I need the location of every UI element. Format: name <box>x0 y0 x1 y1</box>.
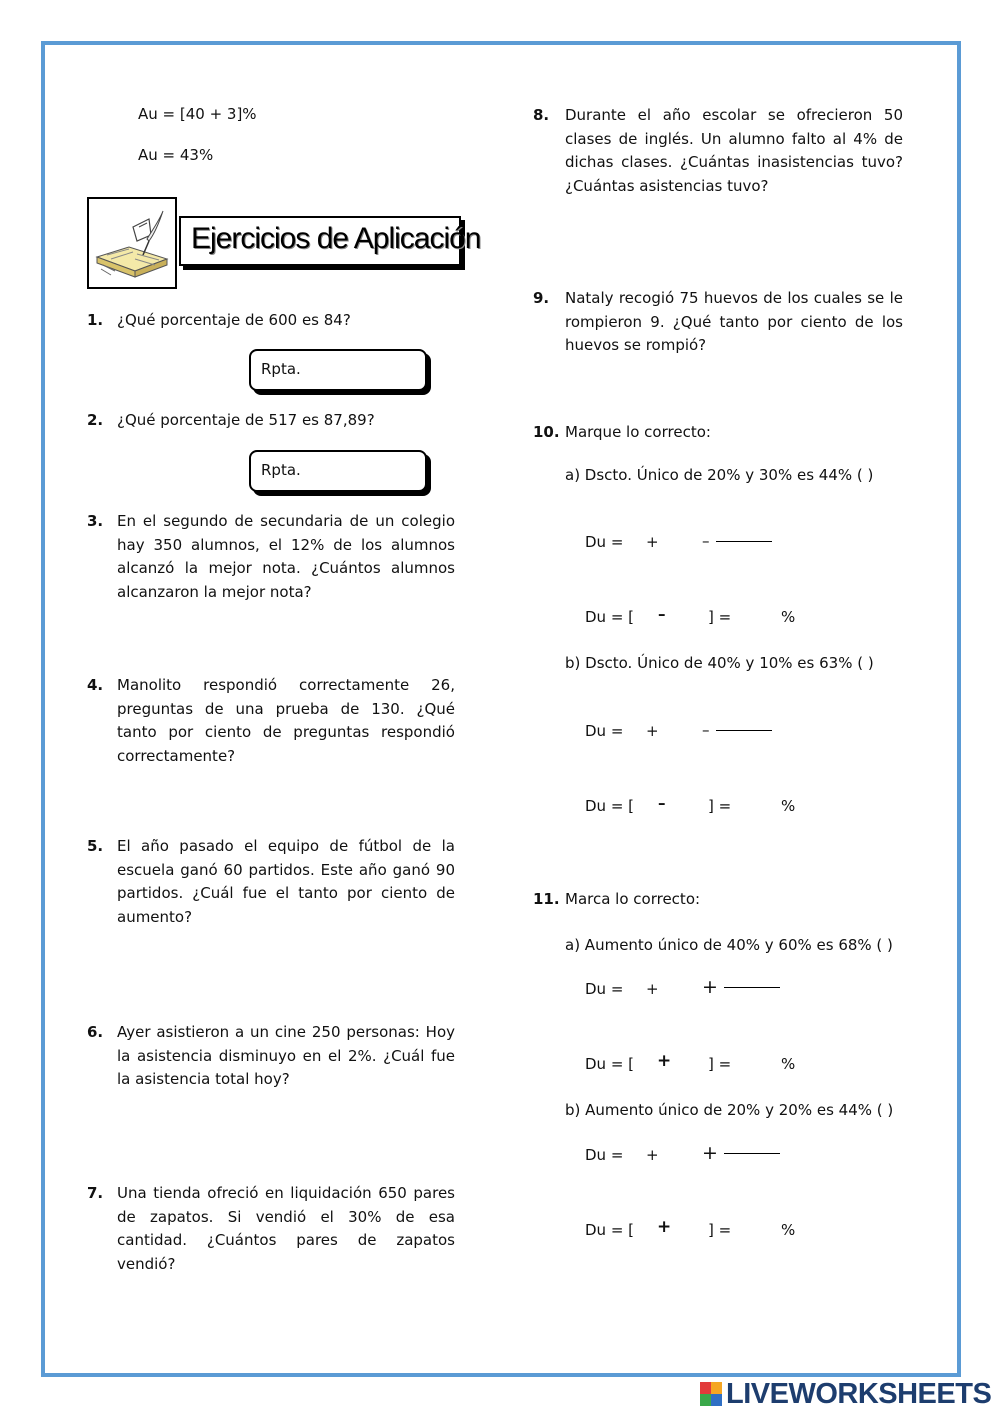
option-b[interactable]: b) Aumento único de 20% y 20% es 44% ( ) <box>565 1101 894 1119</box>
option-a[interactable]: a) Dscto. Único de 20% y 30% es 44% ( ) <box>565 466 874 484</box>
formula-close: ] = <box>708 797 732 815</box>
question-text: Durante el año escolar se ofrecieron 50 clases de inglés. Un alumno falto al 4% de dichas clases. ¿Cuántas inasistencias tuvo? ¿Cuántas asistencias tuvo? <box>565 106 903 195</box>
question-text: En el segundo de secundaria de un colegio hay 350 alumnos, el 12% de los alumnos alcanzó la mejor nota. ¿Cuántos alumnos alcanzaron la mejor nota? <box>117 512 455 601</box>
question-number: 7. <box>87 1184 104 1202</box>
question-number: 1. <box>87 311 104 329</box>
question-number: 4. <box>87 676 104 694</box>
formula-plus-big: + <box>702 976 718 998</box>
answer-box[interactable] <box>249 450 427 492</box>
formula-line-1: Au = [40 + 3]% <box>138 105 257 123</box>
fraction-line <box>716 541 772 542</box>
formula-du: Du = <box>585 1146 624 1164</box>
answer-label: Rpta. <box>261 360 301 378</box>
option-a[interactable]: a) Aumento único de 40% y 60% es 68% ( ) <box>565 936 893 954</box>
question-number: 2. <box>87 411 104 429</box>
question-number: 9. <box>533 289 550 307</box>
formula-close: ] = <box>708 1055 732 1073</box>
formula-line-2: Au = 43% <box>138 146 214 164</box>
formula-plus: + <box>646 1146 659 1164</box>
formula-plus-big: + <box>702 1142 718 1164</box>
formula-percent: % <box>781 797 796 815</box>
question-text: Nataly recogió 75 huevos de los cuales se le rompieron 9. ¿Qué tanto por ciento de los huevos se rompió? <box>565 289 903 354</box>
formula-plus: + <box>646 722 659 740</box>
answer-label: Rpta. <box>261 461 301 479</box>
formula-plus: + <box>646 533 659 551</box>
question-text: ¿Qué porcentaje de 600 es 84? <box>117 311 351 329</box>
formula-percent: % <box>781 1221 796 1239</box>
question-number: 5. <box>87 837 104 855</box>
formula-plus: + <box>646 980 659 998</box>
formula-du: Du = <box>585 533 624 551</box>
formula-sign: + <box>657 1217 672 1237</box>
question-number: 6. <box>87 1023 104 1041</box>
formula-close: ] = <box>708 1221 732 1239</box>
option-b[interactable]: b) Dscto. Único de 40% y 10% es 63% ( ) <box>565 654 874 672</box>
answer-box[interactable] <box>249 349 427 391</box>
formula-minus: – <box>702 721 710 739</box>
question-text: Marque lo correcto: <box>565 423 711 441</box>
question-text: ¿Qué porcentaje de 517 es 87,89? <box>117 411 375 429</box>
book-quill-icon <box>87 197 177 289</box>
question-number: 8. <box>533 106 550 124</box>
formula-sign: – <box>658 794 666 812</box>
formula-fraction <box>702 1142 780 1166</box>
formula-fraction <box>702 976 780 1000</box>
liveworksheets-logo-icon <box>700 1382 722 1406</box>
liveworksheets-brand[interactable] <box>700 1378 991 1410</box>
formula-du-bracket: Du = [ <box>585 608 635 626</box>
brand-text: LIVEWORKSHEETS <box>726 1377 992 1410</box>
fraction-line <box>716 730 772 731</box>
question-text: Manolito respondió correctamente 26, preguntas de una prueba de 130. ¿Qué tanto por ciento de preguntas respondió correctamente? <box>117 676 455 765</box>
formula-minus: – <box>702 532 710 550</box>
header-title: Ejercicios de Aplicación <box>179 216 461 266</box>
formula-sign: – <box>658 605 666 623</box>
formula-sign: + <box>657 1051 672 1071</box>
formula-du: Du = <box>585 722 624 740</box>
question-number: 10. <box>533 423 560 441</box>
question-text: El año pasado el equipo de fútbol de la escuela ganó 60 partidos. Este año ganó 90 partidos. ¿Cuál fue el tanto por ciento de aumento? <box>117 837 455 926</box>
question-number: 3. <box>87 512 104 530</box>
formula-du-bracket: Du = [ <box>585 797 635 815</box>
formula-percent: % <box>781 1055 796 1073</box>
question-text: Una tienda ofreció en liquidación 650 pares de zapatos. Si vendió el 30% de esa cantidad. ¿Cuántos pares de zapatos vendió? <box>117 1184 455 1273</box>
fraction-line <box>724 1153 780 1154</box>
question-number: 11. <box>533 890 560 908</box>
formula-fraction <box>702 719 772 743</box>
formula-du-bracket: Du = [ <box>585 1055 635 1073</box>
section-header <box>87 197 481 293</box>
formula-du-bracket: Du = [ <box>585 1221 635 1239</box>
formula-du: Du = <box>585 980 624 998</box>
formula-close: ] = <box>708 608 732 626</box>
fraction-line <box>724 987 780 988</box>
formula-percent: % <box>781 608 796 626</box>
question-text: Ayer asistieron a un cine 250 personas: Hoy la asistencia disminuyo en el 2%. ¿Cuál fue la asistencia total hoy? <box>117 1023 455 1088</box>
question-text: Marca lo correcto: <box>565 890 701 908</box>
formula-fraction <box>702 530 772 554</box>
